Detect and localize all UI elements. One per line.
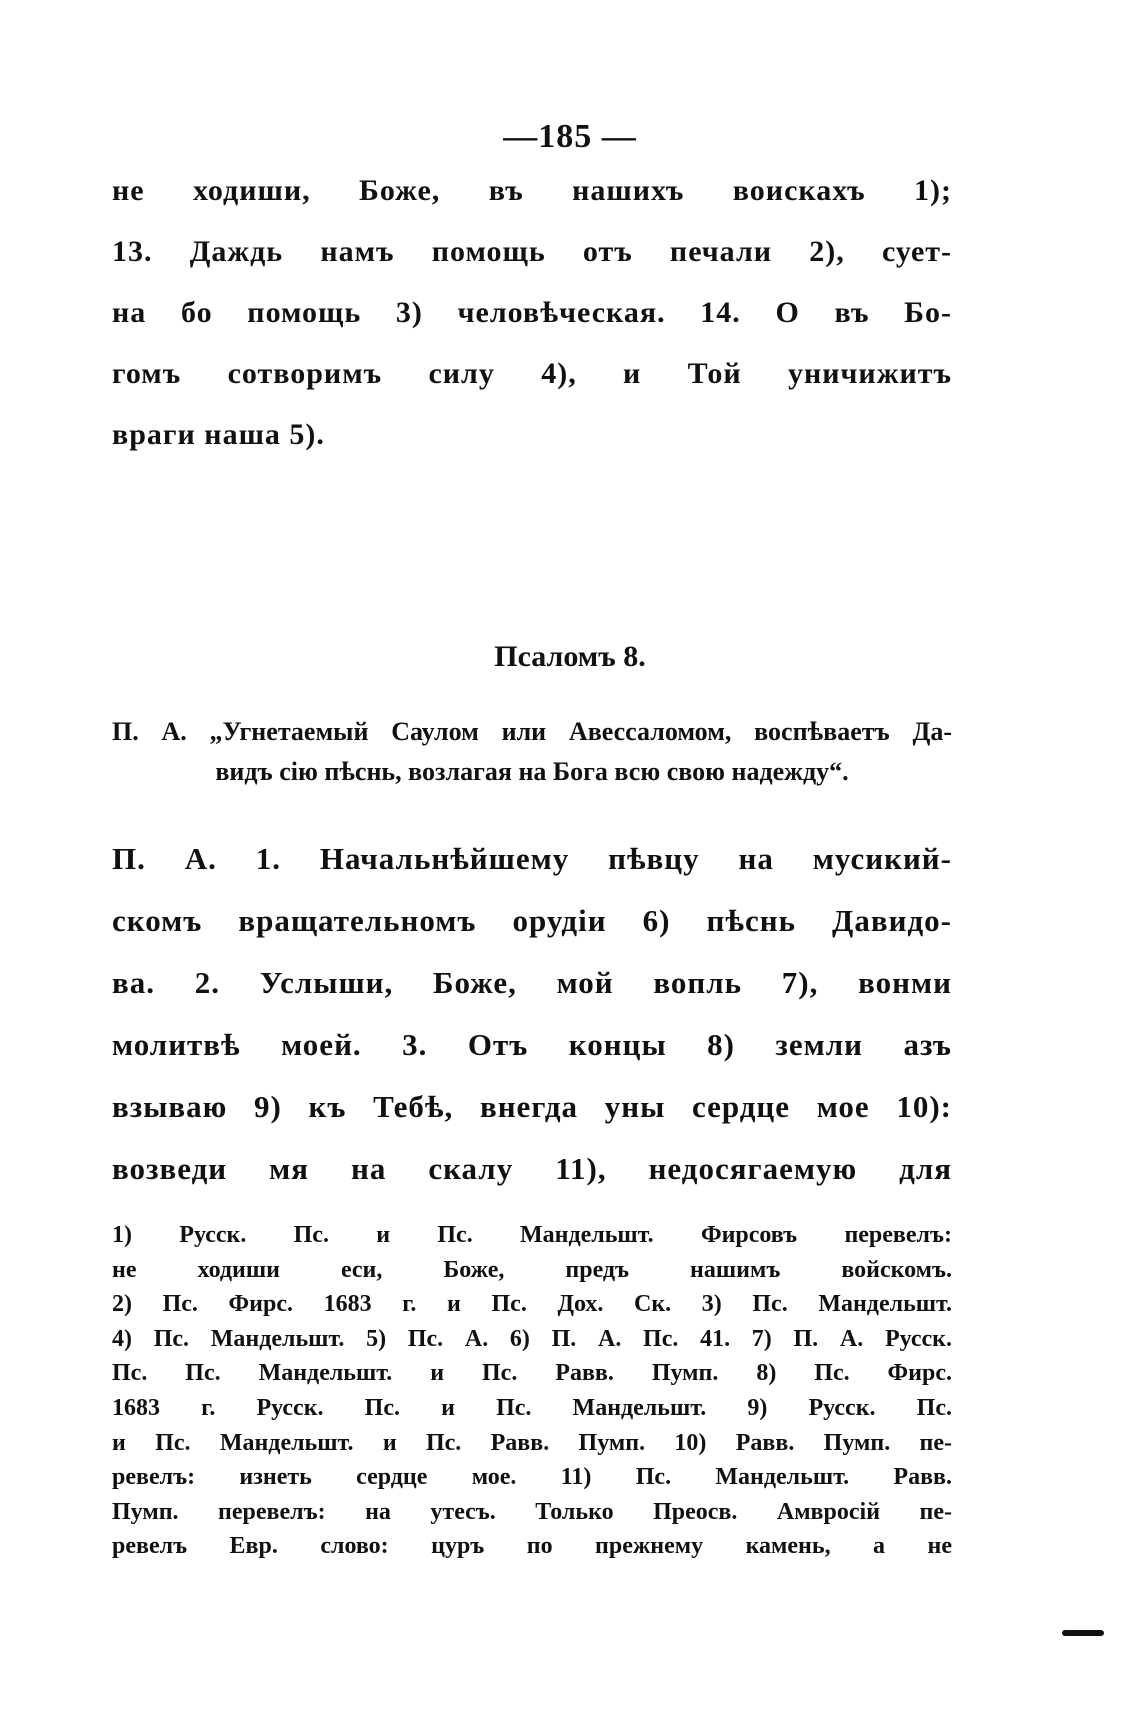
footnote-line: Пумп. перевелъ: на утесъ. Только Преосв. Амвросій пе- [112,1498,952,1525]
psalm-body [112,828,952,1200]
footnote-line: Пс. Пс. Мандельшт. и Пс. Равв. Пумп. 8) Пс. Фирс. [112,1360,952,1387]
footnote-line: не ходиши еси, Боже, предъ нашимъ войскомъ. [112,1256,952,1283]
footnote-line: 1683 г. Русск. Пс. и Пс. Мандельшт. 9) Русск. Пс. [112,1394,952,1421]
footnote-line: и Пс. Мандельшт. и Пс. Равв. Пумп. 10) Равв. Пумп. пе- [112,1429,952,1456]
text-line: гомъ сотворимъ силу 4), и Той уничижитъ [112,357,952,390]
footnote-line: 1) Русск. Пс. и Пс. Мандельшт. Фирсовъ перевелъ: [112,1222,952,1248]
text-line: 13. Даждь намъ помощь отъ печали 2), сует- [112,235,952,268]
psalm-text-continuation [112,160,952,465]
footnote-line: 2) Пс. Фирс. 1683 г. и Пс. Дох. Ск. 3) Пс. Мандельшт. [112,1291,952,1318]
margin-mark [1062,1630,1104,1636]
psalm-summary [112,712,952,792]
footnote-line: ревелъ: изнеть сердце мое. 11) Пс. Мандельшт. Равв. [112,1464,952,1491]
text-line: ва. 2. Услыши, Боже, мой вопль 7), вонми [112,965,952,1000]
summary-line: П. А. „Угнетаемый Саулом или Авессаломом, воспѣваетъ Да- [112,717,952,746]
text-line: не ходиши, Боже, въ нашихъ воискахъ 1); [112,174,952,207]
text-line: на бо помощь 3) человѣческая. 14. О въ Бо- [112,296,952,329]
text-line: взываю 9) къ Тебѣ, внегда уны сердце мое 10): [112,1089,952,1124]
psalm-heading: Псаломъ 8. [494,640,646,673]
text-line: П. А. 1. Начальнѣйшему пѣвцу на мусикий- [112,841,952,876]
text-line: возведи мя на скалу 11), недосягаемую для [112,1151,952,1186]
footnote-line: ревелъ Евр. слово: цуръ по прежнему камень, а не [112,1533,952,1560]
footnote-line: 4) Пс. Мандельшт. 5) Пс. А. 6) П. А. Пс. 41. 7) П. А. Русск. [112,1325,952,1352]
text-line: скомъ вращательномъ орудіи 6) пѣснь Давидо- [112,903,952,938]
text-line: враги наша 5). [112,418,325,451]
summary-line: видъ сію пѣснь, возлагая на Бога всю свою надежду“. [215,757,849,786]
text-line: молитвѣ моей. 3. Отъ концы 8) земли азъ [112,1027,952,1062]
page-number: —185 — [503,118,637,155]
footnotes [112,1218,952,1564]
